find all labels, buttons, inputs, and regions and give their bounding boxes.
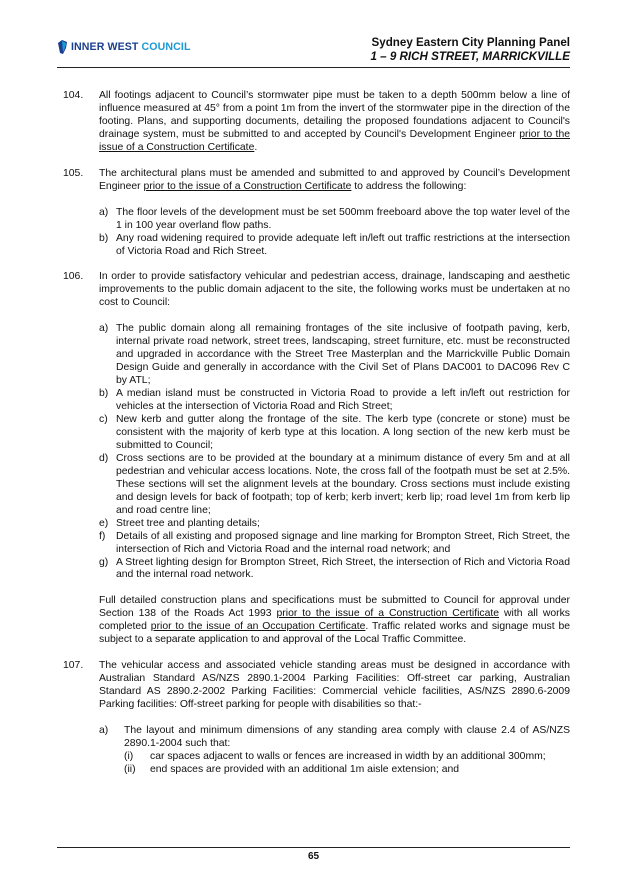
council-logo bbox=[57, 40, 191, 54]
condition-105 bbox=[57, 168, 570, 259]
list-text: New kerb and gutter along the frontage of the site. The kerb type (concrete or stone) must be consistent with the majority of kerb type at this location. A long section of the new kerb must be submitted to Council; bbox=[116, 414, 570, 451]
footer-divider bbox=[57, 847, 570, 848]
list-text: The layout and minimum dimensions of any standing area comply with clause 2.4 of AS/NZS 2890.1-2004 such that: bbox=[124, 725, 570, 749]
list-item bbox=[99, 388, 570, 414]
list-text: Street tree and planting details; bbox=[116, 517, 260, 529]
logo-text-inner-west: INNER WEST bbox=[71, 41, 139, 53]
list-letter: c) bbox=[99, 414, 108, 426]
conditions-body bbox=[57, 90, 570, 790]
condition-underlined-text: prior to the issue of a Construction Certificate bbox=[99, 128, 570, 153]
condition-104 bbox=[57, 90, 570, 155]
list-text: The floor levels of the development must be set 500mm freeboard above the top water level of the 1 in 100 year overland flow paths. bbox=[116, 206, 570, 231]
list-letter: g) bbox=[99, 556, 109, 568]
condition-106 bbox=[57, 271, 570, 647]
council-logo-mark-icon bbox=[57, 40, 68, 54]
sub-list-item bbox=[124, 764, 570, 777]
page-number: 65 bbox=[307, 851, 320, 862]
sub-list-item bbox=[124, 751, 570, 764]
list-letter: a) bbox=[99, 323, 109, 335]
paragraph-text: Full detailed construction plans and specifications must be submitted to Council for approval under Section 138 of the Roads Act 1993 bbox=[99, 595, 570, 620]
list-item bbox=[99, 414, 570, 453]
list-letter: b) bbox=[99, 388, 109, 400]
list-letter: e) bbox=[99, 517, 109, 529]
list-text: Details of all existing and proposed signage and line marking for Brompton Street, Rich Street, the intersection of Rich and Victoria Road and the internal road network; and bbox=[116, 530, 570, 555]
header-title-block bbox=[371, 36, 570, 64]
list-item bbox=[99, 323, 570, 388]
list-letter: d) bbox=[99, 452, 109, 464]
list-item bbox=[99, 518, 570, 531]
list-text: A Street lighting design for Brompton Street, Rich Street, the intersection of Rich and Victoria Road and the internal road network. bbox=[116, 556, 570, 581]
list-letter: f) bbox=[99, 530, 106, 542]
condition-107 bbox=[57, 660, 570, 777]
sub-list-numeral: (ii) bbox=[124, 763, 136, 775]
list-letter: a) bbox=[99, 725, 109, 737]
condition-number: 106. bbox=[63, 271, 84, 283]
condition-closing-paragraph bbox=[99, 595, 570, 647]
list-text: Cross sections are to be provided at the boundary at a minimum distance of every 5m and at all pedestrian and vehicular access locations. Note, the cross fall of the footpath must be set at 2.5%. These sections will set the alignment levels at the boundary. Cross sections must include existing and design levels for back of footpath; top of kerb; kerb invert; kerb lip; road level 1m from kerb lip and road centre line; bbox=[116, 452, 570, 516]
condition-text-end: to address the following: bbox=[351, 180, 467, 192]
paragraph-underlined-text: prior to the issue of a Construction Certificate bbox=[276, 608, 500, 620]
list-text: Any road widening required to provide adequate left in/left out traffic restrictions at the intersection of Victoria Road and Rich Street. bbox=[116, 232, 570, 257]
paragraph-text: . Traffic related works and signage must be subject to a separate application to and approval of the Local Traffic Committee. bbox=[99, 621, 571, 646]
condition-text: All footings adjacent to Council’s stormwater pipe must be taken to a depth 500mm below a line of influence measured at 45° from a point 1m from the invert of the stormwater pipe in the direction of the footing. Plans, and supporting documents, detailing the proposed foundations adjacent to Council's drainage system, must be submitted to and accepted by Council's Development Engineer bbox=[99, 90, 570, 140]
list-item bbox=[99, 453, 570, 518]
page-title: Sydney Eastern City Planning Panel bbox=[371, 36, 570, 49]
header-divider bbox=[57, 67, 570, 68]
list-item bbox=[99, 233, 570, 259]
council-logo-text bbox=[71, 41, 191, 53]
list-text: A median island must be constructed in Victoria Road to provide a left in/left out restriction for vehicles at the intersection of Victoria Road and Rich Street; bbox=[116, 388, 570, 413]
page-subtitle: 1 – 9 RICH STREET, MARRICKVILLE bbox=[370, 50, 570, 63]
condition-text: The vehicular access and associated vehicle standing areas must be designed in accordance with Australian Standard AS/NZS 2890.1-2004 Parking Facilities: Off-street car parking, Australian Standard AS 2890.2-2002 Parking Facilities: Commercial vehicle facilities, AS/NZS 2890.6-2009 Parking facilities: Off-street parking for people with disabilities so that:- bbox=[99, 660, 570, 711]
list-text: The public domain along all remaining frontages of the site inclusive of footpath paving, kerb, internal private road network, street trees, landscaping, street furniture, etc. must be reconstructed and upgraded in accordance with the Street Tree Masterplan and the Marrickville Public Domain Design Guide and generally in accordance with the Civil Set of Plans DAC001 to DAC096 Rev C by ATL; bbox=[116, 323, 570, 387]
condition-number: 105. bbox=[63, 167, 84, 179]
list-item bbox=[99, 725, 570, 777]
sub-list-text: end spaces are provided with an additional 1m aisle extension; and bbox=[150, 763, 460, 775]
logo-text-council: COUNCIL bbox=[138, 41, 191, 53]
list-letter: b) bbox=[99, 232, 109, 244]
condition-number: 104. bbox=[63, 90, 84, 101]
condition-text: In order to provide satisfactory vehicular and pedestrian access, drainage, landscaping and aesthetic improvements to the public domain adjacent to the site, the following works must be undertaken at no cost to Council: bbox=[99, 271, 570, 309]
list-item bbox=[99, 531, 570, 557]
list-letter: a) bbox=[99, 206, 109, 218]
paragraph-text: with all works completed bbox=[99, 608, 570, 633]
condition-underlined-text: prior to the issue of a Construction Certificate bbox=[143, 180, 352, 192]
sub-list-numeral: (i) bbox=[124, 750, 134, 762]
condition-text: The architectural plans must be amended and submitted to and approved by Council’s Development Engineer bbox=[99, 167, 570, 192]
condition-number: 107. bbox=[63, 660, 84, 672]
paragraph-underlined-text: prior to the issue of an Occupation Certificate bbox=[150, 621, 366, 633]
list-item bbox=[99, 557, 570, 583]
condition-text-end: . bbox=[254, 141, 258, 153]
sub-list-text: car spaces adjacent to walls or fences are increased in width by an additional 300mm; bbox=[150, 750, 546, 762]
list-item bbox=[99, 207, 570, 233]
